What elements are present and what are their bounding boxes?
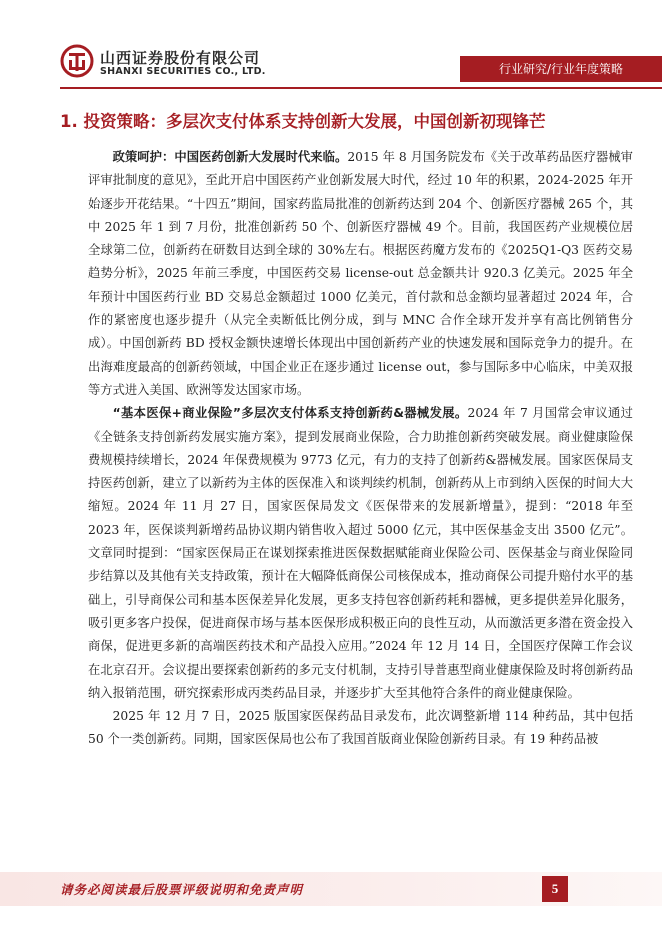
body-text (88, 146, 633, 752)
company-name-en: SHANXI SECURITIES CO., LTD. (100, 66, 266, 77)
paragraph-drug-catalog (88, 705, 633, 752)
report-type-tag: 行业研究/行业年度策略 (460, 56, 662, 82)
paragraph-body: 2024 年 7 月国常会审议通过《全链条支持创新药发展实施方案》，提到发展商业保险，合力助推创新药突破发展。商业健康险保费规模持续增长，2024 年保费规模为 9773 亿元，有力的支持了创新药&器械发展。国家医保局支持医药创新，建立了以新药为主体的医保准入和谈判续约机制，创新药从上市到纳入医保的时间大大缩短。2024 年 11 月 27 日，国家医保局发文《医保带来的发展新增量》，提到：“2018 年至 2023 年，医保谈判新增药品协议期内销售收入超过 5000 亿元，其中医保基金支出 3500 亿元”。文章同时提到：“国家医保局正在谋划探索推进医保数据赋能商业保险公司、医保基金与商业保险同步结算以及其他有关支持政策，预计在大幅降低商保公司核保成本，推动商保公司提升赔付水平的基础上，引导商保公司和基本医保差异化发展，更多支持包容创新药耗和器械，更多提供差异化服务，吸引更多客户投保，促进商保市场与基本医保形成积极正向的良性互动，从而激活更多潜在资金投入商保，促进更多新的高端医药技术和产品投入应用。”2024 年 12 月 14 日，全国医疗保障工作会议在北京召开。会议提出要探索创新药的多元支付机制，支持引导普惠型商业健康保险及时将创新药品纳入报销范围，研究探索形成丙类药品目录，并逐步扩大至其他符合条件的商业健康保险。 (88, 406, 633, 700)
paragraph-lead: “基本医保+商业保险”多层次支付体系支持创新药&器械发展。 (112, 406, 468, 421)
paragraph-policy (88, 146, 633, 402)
page-number: 5 (542, 876, 568, 902)
paragraph-body: 2025 年 12 月 7 日，2025 版国家医保药品目录发布，此次调整新增 114 种药品，其中包括 50 个一类创新药。同期，国家医保局也公布了我国首版商业保险创新药目录。有 19 种药品被 (88, 709, 633, 747)
paragraph-payment-system (88, 402, 633, 705)
header-divider (60, 87, 662, 89)
company-logo-icon (60, 44, 94, 78)
paragraph-body: 2015 年 8 月国务院发布《关于改革药品医疗器械审评审批制度的意见》，至此开启中国医药产业创新发展大时代，经过 10 年的积累，2024-2025 年开始逐步开花结果。“十四五”期间，国家药监局批准的创新药达到 204 个、创新医疗器械 265 个，其中 2025 年 1 到 7 月份，批准创新药 50 个、创新医疗器械 49 个。目前，我国医药产业规模位居全球第二位，创新药在研数目达到全球的 30%左右。根据医药魔方发布的《2025Q1-Q3 医药交易趋势分析》，2025 年前三季度，中国医药交易 license-out 总金额共计 920.3 亿美元。2025 年全年预计中国医药行业 BD 交易总金额超过 1000 亿美元，首付款和总金额均显著超过 2024 年，合作的紧密度也逐步提升（从完全卖断低比例分成，到与 MNC 合作全球开发并享有高比例销售分成）。中国创新药 BD 授权金额快速增长体现出中国创新药产业的快速发展和国际竞争力的提升。在出海难度最高的创新药领域，中国企业正在逐步通过 license out，参与国际多中心临床，中美双报等方式进入美国、欧洲等发达国家市场。 (88, 150, 633, 397)
paragraph-lead: 政策呵护：中国医药创新大发展时代来临。 (112, 150, 348, 164)
disclaimer-notice: 请务必阅读最后股票评级说明和免责声明 (60, 882, 304, 897)
section-heading: 1. 投资策略：多层次支付体系支持创新大发展，中国创新初现锋芒 (60, 112, 546, 131)
company-name-cn: 山西证券股份有限公司 (100, 49, 261, 67)
page-header (0, 0, 662, 92)
page-footer (0, 860, 662, 936)
